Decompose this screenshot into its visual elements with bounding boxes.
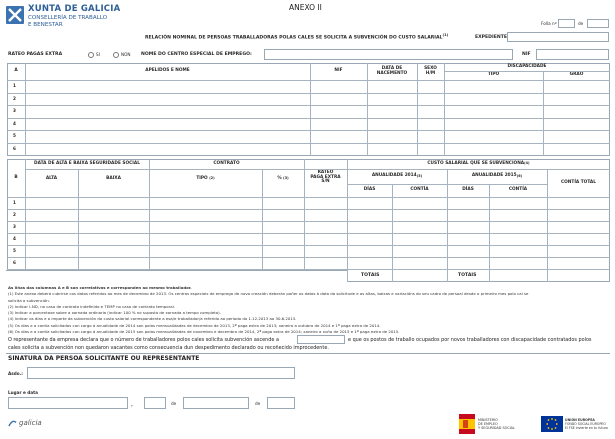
col-2015-days-header: DÍAS — [462, 187, 474, 193]
date-of-label-2: de — [255, 401, 261, 406]
table-a-row-num: 1 — [13, 83, 16, 88]
table-b-letter: B — [14, 174, 18, 180]
col-2014-amount-header: CONTÍA — [410, 187, 429, 193]
date-comma: , — [131, 401, 133, 408]
worker-count-field[interactable] — [297, 335, 345, 344]
xunta-logo — [5, 5, 25, 25]
col-sex-header: SEXO H/M — [424, 65, 437, 76]
center-nif-label: NIF — [522, 52, 531, 57]
sheet-total-field[interactable] — [587, 19, 609, 28]
table-b-row-num: 2 — [13, 212, 16, 217]
org-department: CONSELLERÍA DE TRABALLO — [28, 15, 108, 21]
form-title: RELACIÓN NOMINAL DE PERSOAS TRABALLADORAS POLAS CALES SE SOLICITA A SUBVENCIÓN DO CUSTO SALARIAL$^{(1)}$ — [145, 33, 449, 41]
col-birth-header: DATA DE NACEMENTO — [376, 65, 408, 76]
totals-2014-label: TOTAIS — [361, 273, 380, 278]
col-2014-days-header: DÍAS — [363, 187, 376, 193]
note-2: (2) Indicar I-ND, no caso de contrato indefinido e TEMP no caso de contrato temporal. — [8, 303, 175, 309]
col-contract-type-header: TIPO (2) — [196, 175, 215, 181]
rateo-non-radio[interactable] — [113, 52, 119, 58]
rateo-non-label: NON — [121, 52, 131, 57]
note-5: (5) Os días e a contía solicitados con cargo á anualidade de 2014 son polas mensualidades de decembro de 2013, 2ª paga extra de 2013; xaneiro a outubro de 2014 e 1ª paga extra de 2014. — [8, 322, 381, 328]
sheet-number-label: Folla nº — [541, 21, 557, 26]
table-a-letter: A — [14, 68, 18, 74]
col-2015-amount-header: CONTÍA — [508, 187, 528, 193]
date-of-label-1: de — [171, 401, 177, 406]
declaration-line-2: cales solicita a subvención non quedaron vacantes como consecuencia dun despedimento declarado ou recoñecido improcedente. — [8, 345, 329, 351]
note-1: (1) Este anexo deberá cubrirse cos datos referidos ao mes de decembro de 2013. Os centros especiais de emprego de novo creación deberán poñer os datos á data da solicitude e as altas, baixas e variacións do seu cadro de persoal desde o primeiro mes polo cal se — [8, 291, 529, 297]
totals-2015-label: TOTAIS — [458, 273, 477, 278]
annex-title: ANEXO II — [289, 3, 322, 12]
table-b-row-num: 4 — [13, 236, 16, 241]
eu-fse-logo: UNIÓN EUROPEA FONDO SOCIAL EUROPEO El FSE invierte en tu futuro — [541, 414, 610, 434]
table-a-row-num: 5 — [13, 133, 16, 138]
galicia-logo: galicia — [8, 418, 42, 427]
org-name: XUNTA DE GALICIA — [28, 4, 121, 14]
org-department-2: E BENESTAR — [28, 21, 63, 28]
expediente-label: EXPEDIENTE — [475, 35, 507, 40]
col-disability-header: DISCAPACIDADE — [507, 63, 547, 69]
day-field[interactable] — [144, 397, 166, 409]
signed-by-label: Asdo.: — [8, 371, 23, 376]
sheet-number-field[interactable] — [558, 19, 575, 28]
table-a-row-num: 3 — [13, 108, 16, 113]
note-correlative: As liñas das columnas A e B son correlativas e corresponden ao mesmo traballador. — [8, 285, 192, 290]
col-disability-grade-header: GRAO — [569, 72, 584, 78]
spain-ministry-logo: MINISTERIO DE EMPLEO Y SEGURIDAD SOCIAL — [459, 414, 517, 434]
expediente-field[interactable] — [507, 32, 609, 42]
table-b-row-num: 5 — [13, 248, 16, 253]
col-total-amount-header: CONTÍA TOTAL — [561, 179, 596, 185]
col-annuity-2014-header: ANUALIDADE 2014 (5) — [371, 173, 423, 179]
col-rateo-header: RATEO PAGA EXTRA S/N — [310, 169, 341, 185]
year-field[interactable] — [267, 397, 295, 409]
note-3: (3) Indicar a porcentaxe sobre a xornada ordinaria (indicar 100 % no suposto de xornada a tempo completo). — [8, 310, 221, 316]
col-nif-header: NIF — [334, 68, 343, 74]
table-b-row-num: 1 — [13, 200, 16, 205]
col-annuity-2015-header: ANUALIDADE 2015 (6) — [471, 173, 523, 179]
col-contract-header: CONTRATO — [213, 160, 240, 166]
place-date-label: Lugar e data — [8, 390, 38, 395]
note-1-cont: solicita a subvención. — [8, 297, 50, 303]
signed-by-field[interactable] — [27, 367, 295, 379]
col-alta-header: ALTA — [45, 175, 58, 181]
spain-coat-of-arms-icon — [459, 414, 475, 434]
center-name-field[interactable] — [264, 49, 513, 60]
rateo-label: RATEO PAGAS EXTRA — [8, 52, 63, 57]
table-b-row-num: 3 — [13, 224, 16, 229]
note-4: (4) Indicar os días e o importe da subvención do custo salarial correspondente a esa/e traballador/a referido ao período do 1.12.2013 ao 30.6.2015. — [8, 316, 297, 322]
eu-flag-icon — [541, 416, 563, 432]
col-baixa-header: BAIXA — [106, 175, 121, 181]
xunta-emblem-icon — [5, 5, 25, 25]
table-b-row-num: 6 — [13, 260, 16, 265]
signature-title: SINATURA DA PERSOA SOLICITANTE OU REPRESENTANTE — [8, 355, 200, 362]
table-a-row-num: 4 — [13, 121, 16, 126]
col-name-header: APELIDOS E NOME — [145, 68, 190, 74]
center-nif-field[interactable] — [536, 49, 609, 60]
center-name-label: NOME DO CENTRO ESPECIAL DE EMPREGO: — [141, 52, 252, 57]
col-disability-type-header: TIPO — [487, 72, 500, 78]
footnotes — [8, 285, 528, 335]
rateo-si-radio[interactable] — [88, 52, 94, 58]
table-a-row-num: 6 — [13, 146, 16, 151]
note-6: (6) Os días e a contía solicitados con cargo á anualidade de 2015 son polas mensualidades de novembro e decembro de 2014, 2ª paga extra de 2014; xaneiro a xuño de 2015 e 1ª paga extra de 2015. — [8, 329, 400, 335]
rateo-si-label: SI — [96, 52, 100, 57]
month-field[interactable] — [183, 397, 249, 409]
sheet-of-label: de — [578, 21, 584, 26]
declaration-text-cont: e que os postos de traballo ocupados por novos traballadores con discapacidade contratados polos — [348, 337, 592, 343]
col-cost-header: CUSTO SALARIAL QUE SE SUBVENCIONA (4) — [427, 160, 530, 166]
declaration-text: O representante da empresa declara que o número de traballadores polos cales solicita subvención ascende a — [8, 337, 279, 343]
place-field[interactable] — [8, 397, 128, 409]
table-a-row-num: 2 — [13, 96, 16, 101]
col-contract-pct-header: % (3) — [277, 175, 289, 181]
col-dates-header: DATA DE ALTA E BAIXA SEGURIDADE SOCIAL — [34, 160, 140, 166]
galicia-mark-icon — [8, 418, 17, 427]
